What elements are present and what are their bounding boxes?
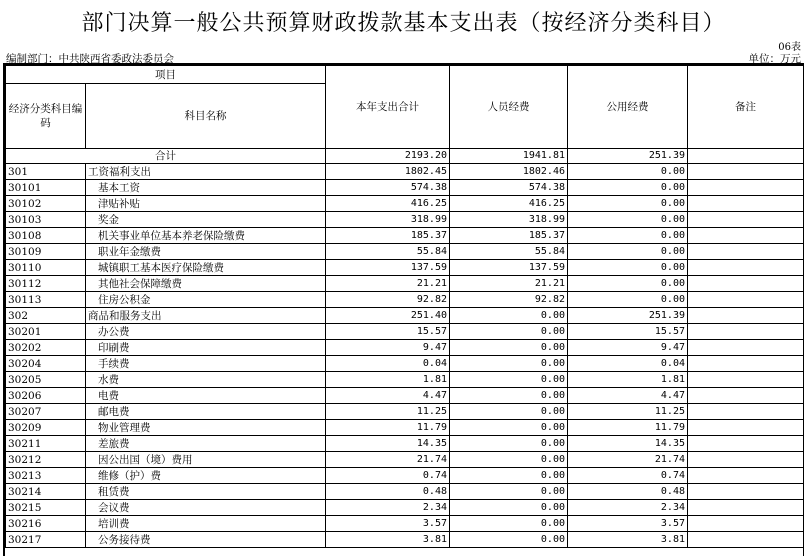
row-public: 15.57 bbox=[568, 324, 688, 340]
row-total: 0.74 bbox=[326, 468, 450, 484]
row-code: 30211 bbox=[6, 436, 86, 452]
row-public: 3.57 bbox=[568, 516, 688, 532]
row-total: 14.35 bbox=[326, 436, 450, 452]
row-personnel: 318.99 bbox=[450, 212, 568, 228]
row-name: 手续费 bbox=[86, 356, 326, 372]
row-name: 津贴补贴 bbox=[86, 196, 326, 212]
row-personnel: 0.00 bbox=[450, 500, 568, 516]
total-personnel: 1941.81 bbox=[450, 149, 568, 164]
row-public: 0.04 bbox=[568, 356, 688, 372]
row-personnel: 55.84 bbox=[450, 244, 568, 260]
row-public: 11.79 bbox=[568, 420, 688, 436]
row-name: 机关事业单位基本养老保险缴费 bbox=[86, 228, 326, 244]
row-remark bbox=[688, 532, 804, 548]
table-row bbox=[6, 484, 804, 500]
form-code: 06表 bbox=[778, 42, 801, 53]
table-row bbox=[6, 276, 804, 292]
row-code: 30201 bbox=[6, 324, 86, 340]
total-header: 本年支出合计 bbox=[326, 66, 450, 149]
row-personnel: 0.00 bbox=[450, 324, 568, 340]
row-remark bbox=[688, 468, 804, 484]
row-total: 4.47 bbox=[326, 388, 450, 404]
row-public: 0.00 bbox=[568, 276, 688, 292]
row-code: 30103 bbox=[6, 212, 86, 228]
row-remark bbox=[688, 420, 804, 436]
row-remark bbox=[688, 308, 804, 324]
personnel-header: 人员经费 bbox=[450, 66, 568, 149]
table-row bbox=[6, 324, 804, 340]
row-personnel: 1802.46 bbox=[450, 164, 568, 180]
row-name: 其他社会保障缴费 bbox=[86, 276, 326, 292]
row-total: 318.99 bbox=[326, 212, 450, 228]
row-personnel: 416.25 bbox=[450, 196, 568, 212]
header-row-1 bbox=[6, 66, 804, 84]
row-personnel: 92.82 bbox=[450, 292, 568, 308]
row-public: 2.34 bbox=[568, 500, 688, 516]
row-remark bbox=[688, 228, 804, 244]
table-row bbox=[6, 180, 804, 196]
row-personnel: 0.00 bbox=[450, 356, 568, 372]
department-label: 编制部门：中共陕西省委政法委员会 bbox=[6, 53, 174, 65]
row-total: 0.04 bbox=[326, 356, 450, 372]
row-total: 416.25 bbox=[326, 196, 450, 212]
row-code: 30207 bbox=[6, 404, 86, 420]
row-name: 邮电费 bbox=[86, 404, 326, 420]
row-code: 30209 bbox=[6, 420, 86, 436]
row-public: 0.00 bbox=[568, 164, 688, 180]
row-code: 30202 bbox=[6, 340, 86, 356]
row-remark bbox=[688, 372, 804, 388]
row-total: 9.47 bbox=[326, 340, 450, 356]
row-remark bbox=[688, 212, 804, 228]
row-public: 3.81 bbox=[568, 532, 688, 548]
row-personnel: 0.00 bbox=[450, 516, 568, 532]
row-public: 0.74 bbox=[568, 468, 688, 484]
row-remark bbox=[688, 436, 804, 452]
table-row bbox=[6, 372, 804, 388]
row-public: 0.00 bbox=[568, 244, 688, 260]
row-personnel: 0.00 bbox=[450, 420, 568, 436]
row-total: 251.40 bbox=[326, 308, 450, 324]
item-header: 项目 bbox=[6, 66, 326, 84]
row-total: 1802.45 bbox=[326, 164, 450, 180]
row-public: 0.00 bbox=[568, 196, 688, 212]
table-row bbox=[6, 452, 804, 468]
row-remark bbox=[688, 356, 804, 372]
table-row bbox=[6, 308, 804, 324]
table-row bbox=[6, 420, 804, 436]
row-total: 137.59 bbox=[326, 260, 450, 276]
row-name: 电费 bbox=[86, 388, 326, 404]
row-code: 30217 bbox=[6, 532, 86, 548]
row-total: 0.48 bbox=[326, 484, 450, 500]
row-personnel: 0.00 bbox=[450, 532, 568, 548]
row-name: 物业管理费 bbox=[86, 420, 326, 436]
row-public: 0.00 bbox=[568, 212, 688, 228]
row-personnel: 0.00 bbox=[450, 404, 568, 420]
row-personnel: 0.00 bbox=[450, 372, 568, 388]
row-name: 公务接待费 bbox=[86, 532, 326, 548]
table-row bbox=[6, 212, 804, 228]
total-sum: 2193.20 bbox=[326, 149, 450, 164]
row-code: 30110 bbox=[6, 260, 86, 276]
row-remark bbox=[688, 164, 804, 180]
row-name: 因公出国（境）费用 bbox=[86, 452, 326, 468]
row-personnel: 0.00 bbox=[450, 452, 568, 468]
row-total: 3.81 bbox=[326, 532, 450, 548]
row-total: 11.79 bbox=[326, 420, 450, 436]
row-remark bbox=[688, 324, 804, 340]
row-personnel: 185.37 bbox=[450, 228, 568, 244]
row-remark bbox=[688, 292, 804, 308]
row-total: 185.37 bbox=[326, 228, 450, 244]
row-remark bbox=[688, 244, 804, 260]
table-row bbox=[6, 468, 804, 484]
row-code: 30212 bbox=[6, 452, 86, 468]
row-code: 30112 bbox=[6, 276, 86, 292]
row-code: 30215 bbox=[6, 500, 86, 516]
row-code: 30101 bbox=[6, 180, 86, 196]
row-total: 21.74 bbox=[326, 452, 450, 468]
row-total: 574.38 bbox=[326, 180, 450, 196]
row-public: 9.47 bbox=[568, 340, 688, 356]
row-personnel: 0.00 bbox=[450, 388, 568, 404]
row-public: 21.74 bbox=[568, 452, 688, 468]
row-total: 55.84 bbox=[326, 244, 450, 260]
table-row bbox=[6, 196, 804, 212]
row-remark bbox=[688, 260, 804, 276]
table-row bbox=[6, 164, 804, 180]
row-total: 21.21 bbox=[326, 276, 450, 292]
expenditure-table bbox=[5, 65, 804, 548]
row-personnel: 0.00 bbox=[450, 468, 568, 484]
table-row bbox=[6, 228, 804, 244]
row-public: 0.00 bbox=[568, 292, 688, 308]
public-header: 公用经费 bbox=[568, 66, 688, 149]
row-remark bbox=[688, 276, 804, 292]
row-public: 251.39 bbox=[568, 308, 688, 324]
total-remark bbox=[688, 149, 804, 164]
row-name: 办公费 bbox=[86, 324, 326, 340]
table-row bbox=[6, 244, 804, 260]
row-name: 奖金 bbox=[86, 212, 326, 228]
code-header: 经济分类科目编码 bbox=[6, 84, 86, 149]
remark-header: 备注 bbox=[688, 66, 804, 149]
table-row bbox=[6, 356, 804, 372]
row-total: 1.81 bbox=[326, 372, 450, 388]
row-name: 会议费 bbox=[86, 500, 326, 516]
row-personnel: 137.59 bbox=[450, 260, 568, 276]
row-remark bbox=[688, 404, 804, 420]
table-row bbox=[6, 260, 804, 276]
row-name: 城镇职工基本医疗保险缴费 bbox=[86, 260, 326, 276]
total-public: 251.39 bbox=[568, 149, 688, 164]
table-row bbox=[6, 500, 804, 516]
row-public: 1.81 bbox=[568, 372, 688, 388]
row-code: 30213 bbox=[6, 468, 86, 484]
table-row bbox=[6, 436, 804, 452]
row-name: 印刷费 bbox=[86, 340, 326, 356]
row-public: 11.25 bbox=[568, 404, 688, 420]
row-public: 4.47 bbox=[568, 388, 688, 404]
total-label: 合计 bbox=[6, 149, 326, 164]
row-code: 30204 bbox=[6, 356, 86, 372]
row-total: 15.57 bbox=[326, 324, 450, 340]
page-title: 部门决算一般公共预算财政拨款基本支出表（按经济分类科目） bbox=[81, 11, 726, 36]
row-code: 30216 bbox=[6, 516, 86, 532]
row-code: 302 bbox=[6, 308, 86, 324]
table-row bbox=[6, 292, 804, 308]
table-row bbox=[6, 340, 804, 356]
unit-label: 单位：万元 bbox=[748, 53, 801, 65]
row-remark bbox=[688, 516, 804, 532]
row-name: 住房公积金 bbox=[86, 292, 326, 308]
row-code: 30102 bbox=[6, 196, 86, 212]
row-remark bbox=[688, 196, 804, 212]
row-public: 0.00 bbox=[568, 260, 688, 276]
row-name: 基本工资 bbox=[86, 180, 326, 196]
row-remark bbox=[688, 340, 804, 356]
table-row bbox=[6, 404, 804, 420]
row-total: 92.82 bbox=[326, 292, 450, 308]
row-public: 0.00 bbox=[568, 228, 688, 244]
row-code: 30206 bbox=[6, 388, 86, 404]
row-code: 30214 bbox=[6, 484, 86, 500]
row-total: 2.34 bbox=[326, 500, 450, 516]
row-remark bbox=[688, 180, 804, 196]
row-code: 30205 bbox=[6, 372, 86, 388]
row-code: 30108 bbox=[6, 228, 86, 244]
row-personnel: 0.00 bbox=[450, 436, 568, 452]
row-personnel: 21.21 bbox=[450, 276, 568, 292]
table-row bbox=[6, 532, 804, 548]
table-row bbox=[6, 388, 804, 404]
row-code: 30113 bbox=[6, 292, 86, 308]
row-name: 差旅费 bbox=[86, 436, 326, 452]
row-public: 14.35 bbox=[568, 436, 688, 452]
row-personnel: 0.00 bbox=[450, 484, 568, 500]
row-name: 水费 bbox=[86, 372, 326, 388]
row-total: 11.25 bbox=[326, 404, 450, 420]
row-public: 0.48 bbox=[568, 484, 688, 500]
row-remark bbox=[688, 452, 804, 468]
row-name: 租赁费 bbox=[86, 484, 326, 500]
row-personnel: 0.00 bbox=[450, 308, 568, 324]
row-name: 工资福利支出 bbox=[86, 164, 326, 180]
row-public: 0.00 bbox=[568, 180, 688, 196]
table-row bbox=[6, 516, 804, 532]
row-code: 30109 bbox=[6, 244, 86, 260]
row-personnel: 0.00 bbox=[450, 340, 568, 356]
row-remark bbox=[688, 388, 804, 404]
row-personnel: 574.38 bbox=[450, 180, 568, 196]
row-name: 商品和服务支出 bbox=[86, 308, 326, 324]
row-name: 培训费 bbox=[86, 516, 326, 532]
row-total: 3.57 bbox=[326, 516, 450, 532]
name-header: 科目名称 bbox=[86, 84, 326, 149]
row-code: 301 bbox=[6, 164, 86, 180]
table-frame bbox=[3, 63, 804, 556]
total-row bbox=[6, 149, 804, 164]
row-name: 维修（护）费 bbox=[86, 468, 326, 484]
row-remark bbox=[688, 484, 804, 500]
row-name: 职业年金缴费 bbox=[86, 244, 326, 260]
row-remark bbox=[688, 500, 804, 516]
